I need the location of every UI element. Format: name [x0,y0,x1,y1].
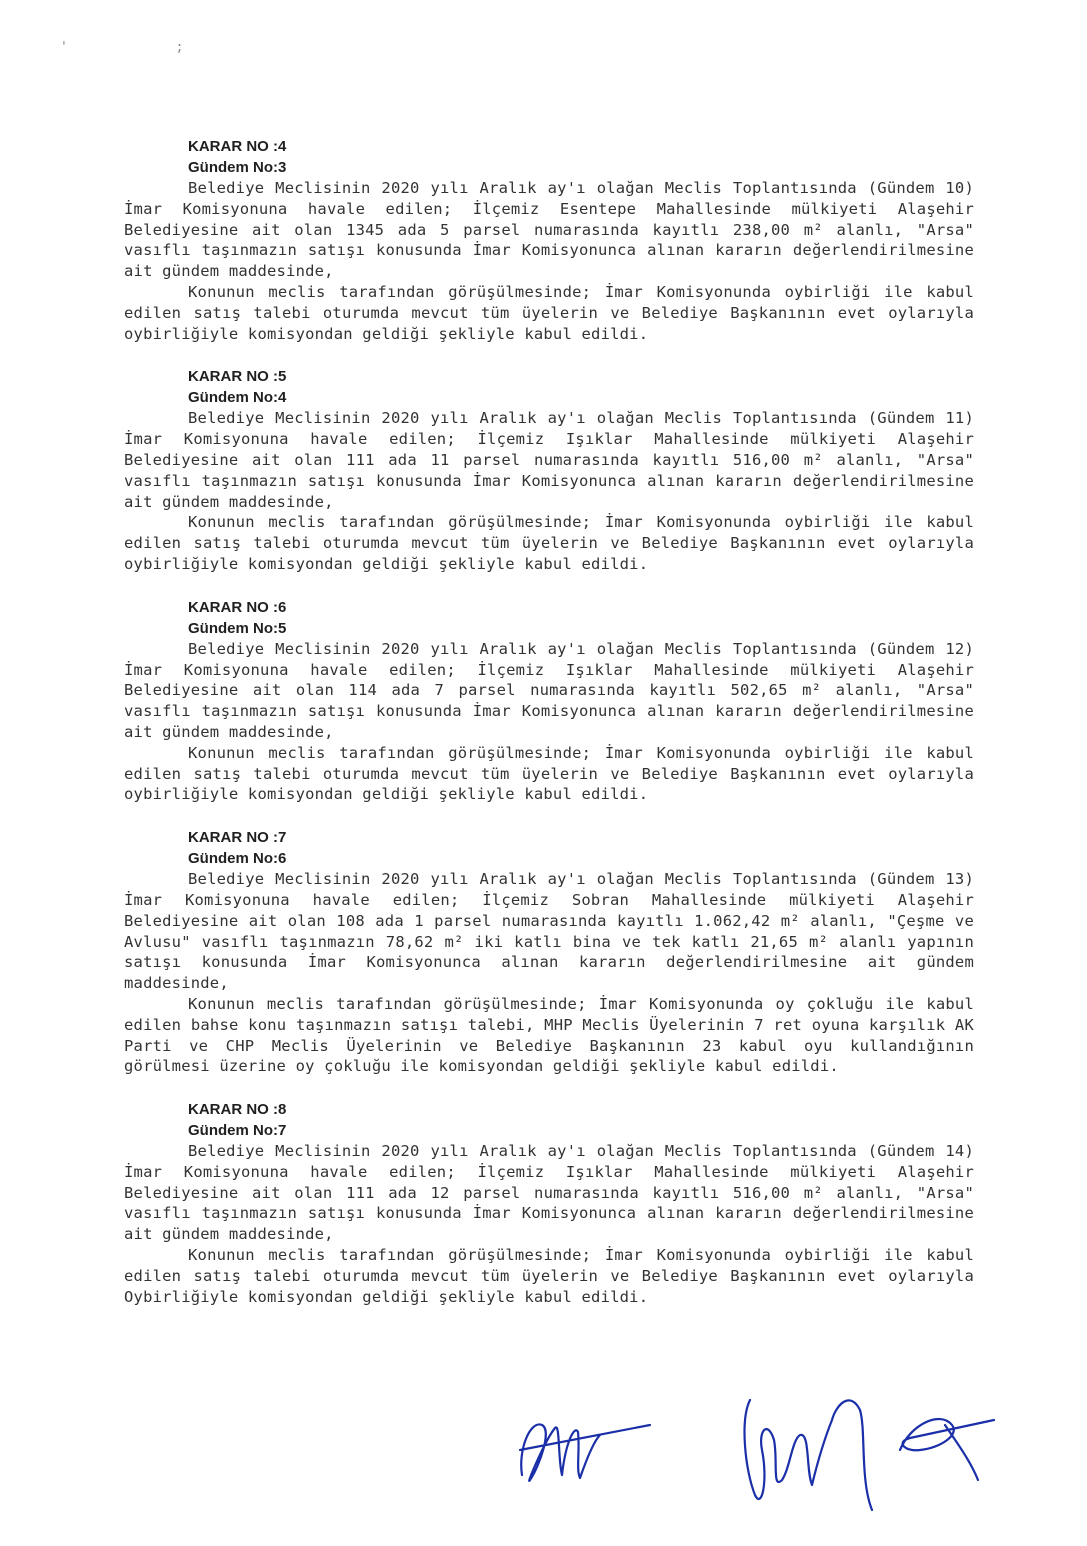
agenda-number: Gündem No:5 [188,619,287,637]
agenda-number: Gündem No:6 [188,850,287,868]
decision-block-5 [124,366,974,574]
agenda-number: Gündem No:4 [188,389,287,407]
decision-number: KARAR NO :5 [188,368,287,386]
decision-paragraph: Belediye Meclisinin 2020 yılı Aralık ay'ı olağan Meclis Toplantısında (Gündem 12) İmar Komisyonuna havale edilen; İlçemiz Işıklar Mahallesinde mülkiyeti Alaşehir Belediyesine ait olan 114 ada 7 parsel numarasında kayıtlı 502,65 m² alanlı, "Arsa" vasıflı taşınmazın satışı konusunda İmar Komisyonunca alınan kararın değerlendirilmesine ait gündem maddesinde, [124,639,974,741]
agenda-number: Gündem No:3 [188,159,287,176]
decision-result-paragraph: Konunun meclis tarafından görüşülmesinde; İmar Komisyonunda oy çokluğu ile kabul edilen bahse konu taşınmazın satışı talebi, MHP Meclis Üyelerinin 7 ret oyuna karşılık AK Parti ve CHP Meclis Üyelerinin ve Belediye Başkanının 23 kabul oyu kullandığının görülmesi üzerine oy çokluğu ile komisyondan geldiği şekliyle kabul edildi. [124,994,974,1076]
signature-1 [520,1424,650,1480]
decision-paragraph: Belediye Meclisinin 2020 yılı Aralık ay'ı olağan Meclis Toplantısında (Gündem 11) İmar Komisyonuna havale edilen; İlçemiz Işıklar Mahallesinde mülkiyeti Alaşehir Belediyesine ait olan 111 ada 11 parsel numarasında kayıtlı 516,00 m² alanlı, "Arsa" vasıflı taşınmazın satışı konusunda İmar Komisyonunca alınan kararın değerlendirilmesine ait gündem maddesinde, [124,409,974,511]
decision-paragraph: Belediye Meclisinin 2020 yılı Aralık ay'ı olağan Meclis Toplantısında (Gündem 10) İmar Komisyonuna havale edilen; İlçemiz Esentepe Mahallesinde mülkiyeti Alaşehir Belediyesine ait olan 1345 ada 5 parsel numarasında kayıtlı 238,00 m² alanlı, "Arsa" vasıflı taşınmazın satışı konusunda İmar Komisyonunca alınan kararın değerlendirilmesine ait gündem maddesinde, [124,179,974,281]
signature-drawing [500,1380,1020,1520]
decision-result-paragraph: Konunun meclis tarafından görüşülmesinde; İmar Komisyonunda oybirliği ile kabul edilen satış talebi oturumda mevcut tüm üyelerin ve Belediye Başkanının evet oylarıyla oybirliğiyle komisyondan geldiği şekliyle kabul edildi. [124,282,974,343]
decision-paragraph: Belediye Meclisinin 2020 yılı Aralık ay'ı olağan Meclis Toplantısında (Gündem 14) İmar Komisyonuna havale edilen; İlçemiz Işıklar Mahallesinde mülkiyeti Alaşehir Belediyesine ait olan 111 ada 12 parsel numarasında kayıtlı 516,00 m² alanlı, "Arsa" vasıflı taşınmazın satışı konusunda İmar Komisyonunca alınan kararın değerlendirilmesine ait gündem maddesinde, [124,1142,974,1244]
signature-2 [745,1400,872,1510]
decision-result-paragraph: Konunun meclis tarafından görüşülmesinde; İmar Komisyonunda oybirliği ile kabul edilen satış talebi oturumda mevcut tüm üyelerin ve Belediye Başkanının evet oylarıyla Oybirliğiyle komisyondan geldiği şekliyle kabul edildi. [124,1246,974,1306]
decision-number: KARAR NO :8 [188,1101,287,1119]
scan-marks: ' ; [60,40,234,55]
document-body [124,136,974,1329]
decision-number: KARAR NO :6 [188,598,287,616]
decision-block-4 [124,136,974,344]
decision-number: KARAR NO :4 [188,138,287,155]
decision-number: KARAR NO :7 [188,829,287,847]
decision-block-7 [124,827,974,1077]
decision-result-paragraph: Konunun meclis tarafından görüşülmesinde; İmar Komisyonunda oybirliği ile kabul edilen satış talebi oturumda mevcut tüm üyelerin ve Belediye Başkanının evet oylarıyla oybirliğiyle komisyondan geldiği şekliyle kabul edildi. [124,743,974,804]
agenda-number: Gündem No:7 [188,1122,287,1140]
decision-block-6 [124,597,974,805]
decision-result-paragraph: Konunun meclis tarafından görüşülmesinde; İmar Komisyonunda oybirliği ile kabul edilen satış talebi oturumda mevcut tüm üyelerin ve Belediye Başkanının evet oylarıyla oybirliğiyle komisyondan geldiği şekliyle kabul edildi. [124,513,974,573]
signature-3 [900,1419,994,1480]
decision-block-8 [124,1099,974,1307]
signatures [500,1380,1020,1520]
decision-paragraph: Belediye Meclisinin 2020 yılı Aralık ay'ı olağan Meclis Toplantısında (Gündem 13) İmar Komisyonuna havale edilen; İlçemiz Sobran Mahallesinde mülkiyeti Alaşehir Belediyesine ait olan 108 ada 1 parsel numarasında kayıtlı 1.062,42 m² alanlı, "Çeşme ve Avlusu" vasıflı taşınmazın 78,62 m² iki katlı bina ve tek katlı 21,65 m² alanlı yapının satışı konusunda İmar Komisyonunca alınan kararın değerlendirilmesine ait gündem maddesinde, [124,870,974,993]
